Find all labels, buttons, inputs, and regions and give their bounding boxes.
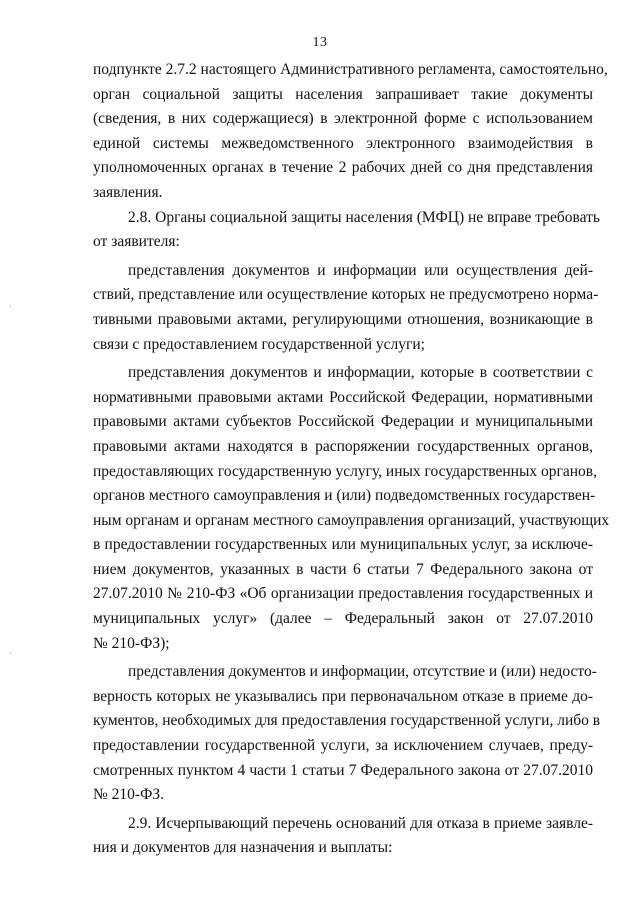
text-line: (сведения, в них содержащиеся) в электронной форме с использованием xyxy=(93,110,593,128)
text-line: смотренных пунктом 4 части 1 статьи 7 Федерального закона от 27.07.2010 xyxy=(93,761,593,779)
text-line: орган социальной защиты населения запрашивает такие документы xyxy=(93,85,593,103)
text-line: 27.07.2010 № 210-ФЗ «Об организации предоставления государственных и xyxy=(93,585,593,603)
text-line: подпункте 2.7.2 настоящего Административного регламента, самостоятельно, xyxy=(93,61,608,78)
text-line: ным органам и органам местного самоуправления организаций, участвующих xyxy=(93,511,610,529)
list-item-start: представления документов и информации или осуществления дей- xyxy=(128,261,593,279)
text-line: тивными правовыми актами, регулирующими отношения, возникающие в xyxy=(93,310,593,328)
text-line: нием документов, указанных в части 6 статьи 7 Федерального закона от xyxy=(93,560,593,578)
text-line: № 210-ФЗ. xyxy=(93,786,164,804)
page-number: 13 xyxy=(312,35,328,50)
text-line: № 210-ФЗ); xyxy=(93,634,170,652)
text-line: предоставляющих государственную услугу, иных государственных органов, xyxy=(93,462,597,480)
scan-mark xyxy=(10,652,11,654)
list-item-start: представления документов и информации, которые в соответствии с xyxy=(128,364,593,382)
list-item-start: представления документов и информации, отсутствие и (или) недосто- xyxy=(128,663,597,681)
text-line: ствий, представление или осуществление которых не предусмотрено норма- xyxy=(93,286,599,304)
section-2-9-heading: 2.9. Исчерпывающий перечень оснований для отказа в приеме заявле- xyxy=(128,814,593,832)
text-line: связи с предоставлением государственной услуги; xyxy=(93,335,425,353)
section-2-8-heading: 2.8. Органы социальной защиты населения (МФЦ) не вправе требовать xyxy=(128,208,600,226)
text-line: в предоставлении государственных или муниципальных услуг, за исключе- xyxy=(93,536,593,554)
text-line: от заявителя: xyxy=(93,233,180,251)
text-line: правовыми актами находятся в распоряжении государственных органов, xyxy=(93,437,593,455)
text-line: предоставлении государственной услуги, за исключением случаев, преду- xyxy=(93,737,593,755)
text-line: уполномоченных органах в течение 2 рабочих дней со дня представления xyxy=(93,159,593,177)
text-line: муниципальных услуг» (далее – Федеральный закон от 27.07.2010 xyxy=(93,610,593,628)
text-line: правовыми актами субъектов Российской Федерации и муниципальными xyxy=(93,413,593,431)
text-line: единой системы межведомственного электронного взаимодействия в xyxy=(93,134,593,152)
text-line: кументов, необходимых для предоставления государственной услуги, либо в xyxy=(93,712,601,730)
document-body xyxy=(93,58,610,861)
text-line: верность которых не указывались при первоначальном отказе в приеме до- xyxy=(93,687,593,705)
scan-mark xyxy=(10,305,11,307)
text-line: заявления. xyxy=(93,183,163,201)
text-line: органов местного самоуправления и (или) подведомственных государствен- xyxy=(93,487,596,505)
text-line: нормативными правовыми актами Российской Федерации, нормативными xyxy=(93,388,593,406)
text-line: ния и документов для назначения и выплаты: xyxy=(93,839,393,857)
